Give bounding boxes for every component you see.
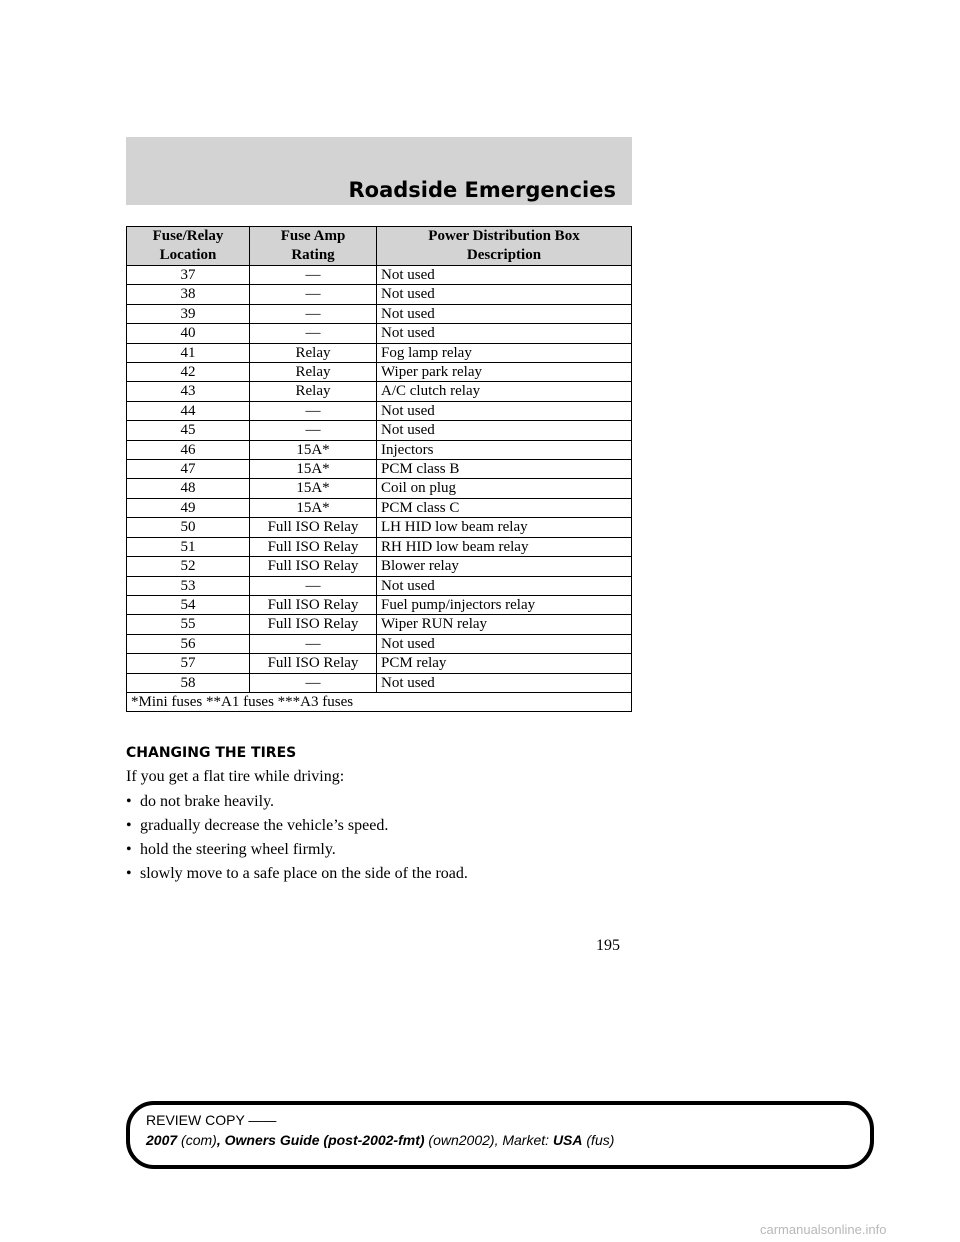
cell-description: Coil on plug bbox=[377, 479, 632, 498]
cell-description: RH HID low beam relay bbox=[377, 537, 632, 556]
cell-location: 44 bbox=[127, 401, 250, 420]
cell-location: 56 bbox=[127, 634, 250, 653]
cell-description: Wiper park relay bbox=[377, 363, 632, 382]
bullet-dot: • bbox=[126, 793, 132, 810]
bullet-text: gradually decrease the vehicle’s speed. bbox=[140, 817, 389, 834]
cell-location: 48 bbox=[127, 479, 250, 498]
cell-description: Wiper RUN relay bbox=[377, 615, 632, 634]
cell-location: 53 bbox=[127, 576, 250, 595]
watermark: carmanualsonline.info bbox=[760, 1222, 887, 1237]
cell-location: 42 bbox=[127, 363, 250, 382]
cell-location: 55 bbox=[127, 615, 250, 634]
cell-rating: 15A* bbox=[250, 460, 377, 479]
cell-rating: Full ISO Relay bbox=[250, 595, 377, 614]
cell-rating: Relay bbox=[250, 343, 377, 362]
cell-rating: Full ISO Relay bbox=[250, 654, 377, 673]
col-header-location: Fuse/Relay Location bbox=[127, 227, 250, 266]
cell-rating: Full ISO Relay bbox=[250, 557, 377, 576]
cell-location: 49 bbox=[127, 498, 250, 517]
cell-description: Fuel pump/injectors relay bbox=[377, 595, 632, 614]
col-header-rating: Fuse Amp Rating bbox=[250, 227, 377, 266]
table-row bbox=[127, 343, 632, 362]
table-row bbox=[127, 654, 632, 673]
table-row bbox=[127, 304, 632, 323]
cell-description: PCM relay bbox=[377, 654, 632, 673]
cell-description: Blower relay bbox=[377, 557, 632, 576]
bullet-dot: • bbox=[126, 841, 132, 858]
cell-location: 50 bbox=[127, 518, 250, 537]
table-row bbox=[127, 576, 632, 595]
bullet-text: do not brake heavily. bbox=[140, 793, 275, 810]
review-copy-part: USA bbox=[552, 1132, 583, 1148]
cell-rating: Full ISO Relay bbox=[250, 537, 377, 556]
table-row bbox=[127, 537, 632, 556]
review-copy-part: (own2002) bbox=[424, 1132, 495, 1148]
cell-rating: — bbox=[250, 421, 377, 440]
table-row bbox=[127, 557, 632, 576]
table-row bbox=[127, 673, 632, 692]
bullet-text: slowly move to a safe place on the side of the road. bbox=[140, 865, 468, 882]
review-copy-details bbox=[146, 1132, 614, 1148]
bullet-dot: • bbox=[126, 817, 132, 834]
table-row bbox=[127, 363, 632, 382]
cell-description: Not used bbox=[377, 304, 632, 323]
cell-location: 41 bbox=[127, 343, 250, 362]
cell-description: Not used bbox=[377, 324, 632, 343]
cell-rating: — bbox=[250, 304, 377, 323]
bullet-list bbox=[126, 790, 468, 886]
table-row bbox=[127, 440, 632, 459]
table-row bbox=[127, 460, 632, 479]
cell-description: A/C clutch relay bbox=[377, 382, 632, 401]
table-row bbox=[127, 595, 632, 614]
cell-location: 58 bbox=[127, 673, 250, 692]
cell-rating: — bbox=[250, 401, 377, 420]
cell-rating: Relay bbox=[250, 363, 377, 382]
table-footnote: *Mini fuses **A1 fuses ***A3 fuses bbox=[127, 692, 632, 711]
cell-description: Not used bbox=[377, 401, 632, 420]
cell-location: 51 bbox=[127, 537, 250, 556]
bullet-dot: • bbox=[126, 865, 132, 882]
cell-description: Injectors bbox=[377, 440, 632, 459]
cell-rating: — bbox=[250, 285, 377, 304]
cell-rating: Full ISO Relay bbox=[250, 518, 377, 537]
table-row bbox=[127, 401, 632, 420]
table-row bbox=[127, 266, 632, 285]
list-item bbox=[126, 790, 468, 814]
cell-description: Fog lamp relay bbox=[377, 343, 632, 362]
review-copy-part: , Market: bbox=[494, 1132, 553, 1148]
review-copy-part: (com) bbox=[177, 1132, 217, 1148]
cell-rating: 15A* bbox=[250, 498, 377, 517]
fuse-table-body bbox=[127, 266, 632, 712]
cell-description: Not used bbox=[377, 673, 632, 692]
page-number: 195 bbox=[596, 937, 620, 954]
section-heading: CHANGING THE TIRES bbox=[126, 745, 297, 761]
cell-rating: 15A* bbox=[250, 479, 377, 498]
table-row bbox=[127, 324, 632, 343]
review-copy-part: , Owners Guide (post-2002-fmt) bbox=[216, 1132, 425, 1148]
list-item bbox=[126, 838, 468, 862]
review-copy-label: REVIEW COPY —— bbox=[146, 1112, 277, 1128]
cell-rating: Full ISO Relay bbox=[250, 615, 377, 634]
table-row bbox=[127, 382, 632, 401]
table-row bbox=[127, 498, 632, 517]
cell-location: 40 bbox=[127, 324, 250, 343]
cell-rating: — bbox=[250, 266, 377, 285]
cell-location: 38 bbox=[127, 285, 250, 304]
cell-rating: 15A* bbox=[250, 440, 377, 459]
cell-rating: — bbox=[250, 576, 377, 595]
cell-rating: — bbox=[250, 324, 377, 343]
cell-rating: Relay bbox=[250, 382, 377, 401]
section-title: Roadside Emergencies bbox=[348, 178, 616, 202]
table-footnote-row bbox=[127, 692, 632, 711]
list-item bbox=[126, 862, 468, 886]
cell-location: 46 bbox=[127, 440, 250, 459]
table-header-row bbox=[127, 227, 632, 266]
cell-description: Not used bbox=[377, 421, 632, 440]
bullet-text: hold the steering wheel firmly. bbox=[140, 841, 336, 858]
col-header-description: Power Distribution Box Description bbox=[377, 227, 632, 266]
cell-description: PCM class C bbox=[377, 498, 632, 517]
fuse-table bbox=[126, 226, 632, 712]
cell-description: PCM class B bbox=[377, 460, 632, 479]
cell-location: 45 bbox=[127, 421, 250, 440]
cell-rating: — bbox=[250, 673, 377, 692]
review-copy-part: 2007 bbox=[146, 1132, 178, 1148]
table-row bbox=[127, 285, 632, 304]
table-row bbox=[127, 421, 632, 440]
cell-description: LH HID low beam relay bbox=[377, 518, 632, 537]
cell-description: Not used bbox=[377, 285, 632, 304]
cell-location: 52 bbox=[127, 557, 250, 576]
table-row bbox=[127, 518, 632, 537]
table-row bbox=[127, 634, 632, 653]
review-copy-part: (fus) bbox=[582, 1132, 615, 1148]
table-row bbox=[127, 479, 632, 498]
cell-rating: — bbox=[250, 634, 377, 653]
cell-description: Not used bbox=[377, 634, 632, 653]
list-item bbox=[126, 814, 468, 838]
cell-location: 43 bbox=[127, 382, 250, 401]
table-row bbox=[127, 615, 632, 634]
cell-location: 37 bbox=[127, 266, 250, 285]
cell-description: Not used bbox=[377, 266, 632, 285]
cell-location: 57 bbox=[127, 654, 250, 673]
intro-text: If you get a flat tire while driving: bbox=[126, 768, 345, 785]
cell-location: 39 bbox=[127, 304, 250, 323]
cell-location: 47 bbox=[127, 460, 250, 479]
cell-description: Not used bbox=[377, 576, 632, 595]
cell-location: 54 bbox=[127, 595, 250, 614]
